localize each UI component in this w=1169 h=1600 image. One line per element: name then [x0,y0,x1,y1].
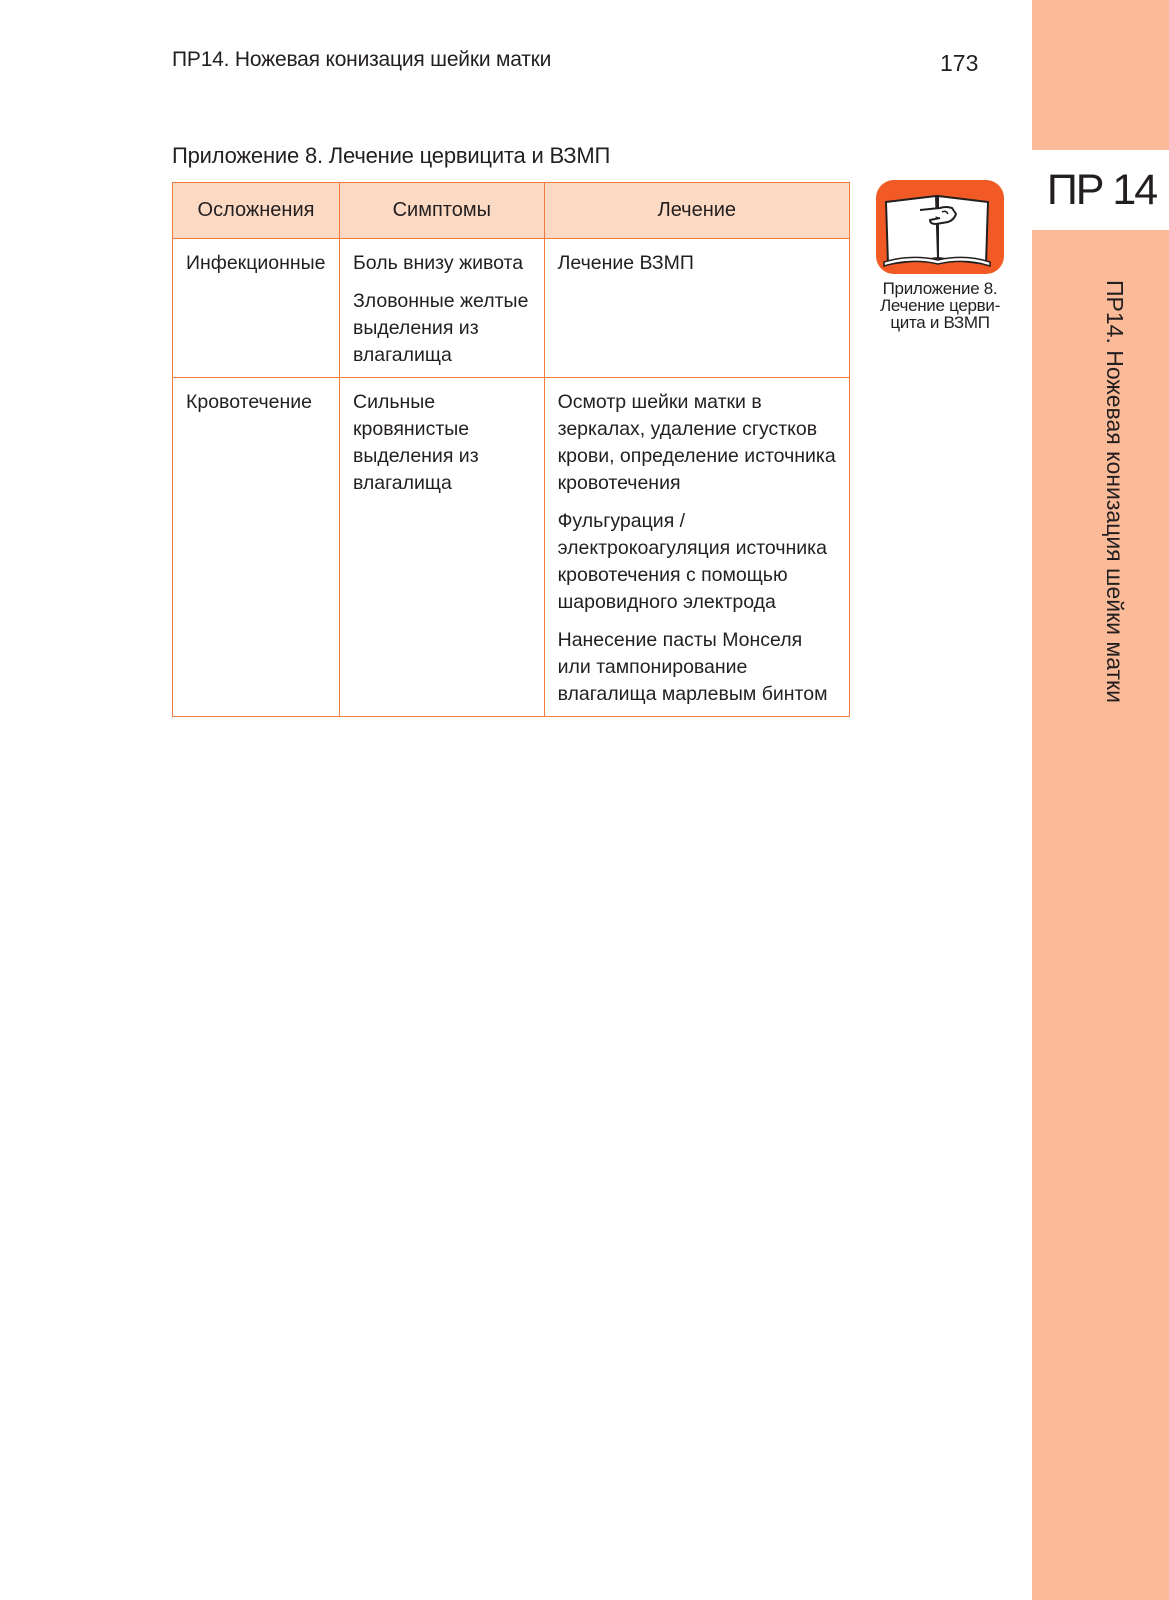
column-header-treatment: Лечение [544,183,849,239]
icon-caption [870,280,1010,331]
complication-cell [173,378,340,717]
symptom-text: Сильные кровянистые выделения из влагалища [352,391,479,494]
treatment-text: Фульгурация / электрокоагуляция источника кровотечения с помощью шаровидного электрода [557,510,827,613]
treatment-text: Лечение ВЗМП [557,252,694,274]
column-header-symptoms: Симптомы [339,183,544,239]
table-header-row [173,183,850,239]
side-tab-code: ПР 14 [1046,166,1157,214]
running-head: ПР14. Ножевая конизация шейки матки [172,48,552,71]
symptom-text: Зловонные желтые выделения из влагалища [352,290,529,366]
table-title: Приложение 8. Лечение цервицита и ВЗМП [172,143,611,168]
icon-caption-line: Приложение 8. [882,279,998,298]
complication-text: Инфекционные [186,252,326,274]
book-pointing-hand-icon [876,180,1004,274]
complication-text: Кровотечение [186,391,313,413]
table-row [173,239,850,378]
icon-caption-line: Лечение церви- [880,296,1000,315]
side-tab-vertical-title: ПР14. Ножевая конизация шейки матки [1102,280,1128,703]
icon-caption-line: цита и ВЗМП [890,313,990,332]
treatment-cell [544,239,849,378]
table-row [173,378,850,717]
page-number: 173 [940,50,979,76]
symptoms-cell [339,239,544,378]
column-header-complications: Осложнения [173,183,340,239]
symptoms-cell [339,378,544,717]
treatment-table [172,182,850,717]
treatment-cell [544,378,849,717]
complication-cell [173,239,340,378]
side-tab-bar [1032,0,1169,1600]
treatment-text: Нанесение пасты Монселя или тампонирование влагалища марлевым бинтом [557,629,828,705]
treatment-text: Осмотр шейки матки в зеркалах, удаление сгустков крови, определение источника кровотечения [557,391,836,494]
symptom-text: Боль внизу живота [352,252,524,274]
